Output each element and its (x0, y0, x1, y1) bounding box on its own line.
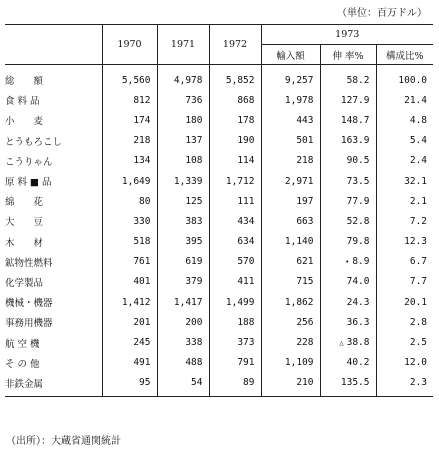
import-value (261, 272, 320, 292)
share-text: 2.8 (409, 316, 428, 328)
value-1972-text: 190 (237, 135, 255, 147)
share-text: 20.1 (404, 296, 428, 308)
value-1970-text: 761 (133, 256, 151, 268)
share (376, 353, 433, 373)
share (376, 312, 433, 332)
growth-rate-text: 127.9 (340, 94, 370, 106)
row-label-text: 食 料 品 (5, 96, 40, 108)
value-1972 (209, 211, 261, 231)
col-header-share: 構成比% (376, 45, 433, 65)
share (376, 151, 433, 171)
growth-rate-text: 36.3 (346, 316, 370, 328)
table-body (5, 65, 433, 397)
import-table (5, 24, 433, 397)
table-row (5, 131, 433, 151)
col-header-import: 輸入額 (261, 45, 320, 65)
value-1971-text: 54 (191, 377, 203, 389)
value-1970-text: 401 (133, 276, 151, 288)
table-row (5, 211, 433, 231)
value-1972-text: 188 (237, 316, 255, 328)
share (376, 171, 433, 191)
growth-rate (320, 151, 376, 171)
import-value (261, 353, 320, 373)
growth-rate-text: 135.5 (340, 377, 370, 389)
col-header-growth: 伸 率% (320, 45, 376, 65)
value-1970-text: 812 (133, 94, 151, 106)
value-1971-text: 338 (185, 337, 203, 349)
share-text: 21.4 (404, 94, 428, 106)
value-1970-text: 518 (133, 236, 151, 248)
import-value (261, 171, 320, 191)
row-label (5, 110, 102, 130)
value-1971 (157, 252, 209, 272)
share (376, 232, 433, 252)
value-1970-text: 95 (139, 377, 151, 389)
value-1971-text: 488 (185, 357, 203, 369)
value-1970 (102, 232, 157, 252)
import-value-text: 218 (296, 155, 314, 167)
value-1971-text: 108 (185, 155, 203, 167)
import-value (261, 292, 320, 312)
table-row (5, 171, 433, 191)
growth-rate-text: 90.5 (346, 155, 370, 167)
value-1971 (157, 232, 209, 252)
value-1972-text: 868 (237, 94, 255, 106)
change-mark: △ (339, 339, 344, 348)
value-1971-text: 383 (185, 215, 203, 227)
growth-rate (320, 90, 376, 110)
value-1970 (102, 272, 157, 292)
growth-rate (320, 110, 376, 130)
row-label (5, 373, 102, 397)
row-label-text: 非鉄金属 (5, 378, 44, 390)
value-1971-text: 180 (185, 114, 203, 126)
change-mark: • (345, 258, 350, 267)
growth-rate (320, 232, 376, 252)
row-label (5, 65, 102, 91)
col-header-1970: 1970 (102, 25, 157, 65)
value-1971-text: 379 (185, 276, 203, 288)
growth-rate-text: 8.9 (352, 256, 370, 268)
value-1971-text: 1,417 (173, 296, 203, 308)
value-1971 (157, 211, 209, 231)
share-text: 12.3 (404, 236, 428, 248)
row-label-text: 総 額 (5, 76, 44, 88)
row-label-text: 原 料 ■ 品 (5, 177, 52, 189)
import-value-text: 9,257 (284, 74, 314, 86)
growth-rate-text: 148.7 (340, 114, 370, 126)
import-value-text: 256 (296, 316, 314, 328)
value-1971 (157, 312, 209, 332)
value-1972 (209, 65, 261, 91)
value-1970 (102, 332, 157, 352)
growth-rate-text: 52.8 (346, 215, 370, 227)
value-1970 (102, 65, 157, 91)
growth-rate-text: 74.0 (346, 276, 370, 288)
share (376, 110, 433, 130)
value-1972 (209, 292, 261, 312)
import-value-text: 443 (296, 114, 314, 126)
import-value (261, 252, 320, 272)
row-label-text: そ の 他 (5, 358, 40, 370)
table-row (5, 191, 433, 211)
row-label (5, 332, 102, 352)
table-row (5, 312, 433, 332)
row-label (5, 171, 102, 191)
import-value-text: 715 (296, 276, 314, 288)
share (376, 211, 433, 231)
value-1970 (102, 151, 157, 171)
share (376, 373, 433, 397)
row-label (5, 312, 102, 332)
value-1972-text: 111 (237, 195, 255, 207)
import-value (261, 312, 320, 332)
value-1970 (102, 211, 157, 231)
row-label (5, 151, 102, 171)
value-1971 (157, 90, 209, 110)
value-1971-text: 137 (185, 135, 203, 147)
value-1972 (209, 232, 261, 252)
share-text: 32.1 (404, 175, 428, 187)
value-1971 (157, 131, 209, 151)
value-1970 (102, 191, 157, 211)
value-1970-text: 1,649 (121, 175, 151, 187)
value-1972-text: 114 (237, 155, 255, 167)
growth-rate-text: 58.2 (346, 74, 370, 86)
value-1970 (102, 373, 157, 397)
value-1971-text: 1,339 (173, 175, 203, 187)
value-1970 (102, 312, 157, 332)
value-1971-text: 200 (185, 316, 203, 328)
row-label (5, 353, 102, 373)
import-value-text: 228 (296, 337, 314, 349)
value-1970-text: 174 (133, 114, 151, 126)
value-1971 (157, 272, 209, 292)
import-value-text: 1,862 (284, 296, 314, 308)
import-value (261, 131, 320, 151)
row-label-text: 航 空 機 (5, 338, 40, 350)
share (376, 191, 433, 211)
share (376, 90, 433, 110)
value-1972-text: 634 (237, 236, 255, 248)
import-value-text: 1,978 (284, 94, 314, 106)
row-label-text: 機械・機器 (5, 298, 53, 310)
value-1970-text: 245 (133, 337, 151, 349)
value-1970-text: 1,412 (121, 296, 151, 308)
value-1971-text: 395 (185, 236, 203, 248)
value-1972-text: 411 (237, 276, 255, 288)
import-value-text: 501 (296, 135, 314, 147)
value-1970 (102, 353, 157, 373)
col-header-1971: 1971 (157, 25, 209, 65)
share (376, 272, 433, 292)
value-1972-text: 5,852 (225, 74, 255, 86)
growth-rate (320, 191, 376, 211)
table-row (5, 272, 433, 292)
value-1971-text: 4,978 (173, 74, 203, 86)
import-value-text: 621 (296, 256, 314, 268)
value-1972 (209, 110, 261, 130)
growth-rate (320, 292, 376, 312)
value-1970 (102, 90, 157, 110)
value-1972 (209, 373, 261, 397)
value-1970 (102, 252, 157, 272)
value-1971-text: 619 (185, 256, 203, 268)
growth-rate (320, 373, 376, 397)
growth-rate (320, 252, 376, 272)
import-value (261, 232, 320, 252)
value-1972-text: 1,712 (225, 175, 255, 187)
growth-rate-text: 73.5 (346, 175, 370, 187)
row-label (5, 191, 102, 211)
row-label-text: こうりゃん (5, 156, 53, 168)
import-value (261, 90, 320, 110)
import-value-text: 663 (296, 215, 314, 227)
growth-rate (320, 171, 376, 191)
value-1970-text: 330 (133, 215, 151, 227)
share (376, 252, 433, 272)
value-1971-text: 736 (185, 94, 203, 106)
growth-rate (320, 211, 376, 231)
value-1971 (157, 171, 209, 191)
value-1970-text: 80 (139, 195, 151, 207)
value-1972 (209, 353, 261, 373)
value-1972 (209, 171, 261, 191)
value-1972 (209, 332, 261, 352)
share-text: 12.0 (404, 357, 428, 369)
value-1970 (102, 292, 157, 312)
source-note: （出所）：大蔵省通関統計 (6, 436, 121, 447)
value-1972 (209, 252, 261, 272)
share-text: 2.1 (409, 195, 428, 207)
value-1972-text: 791 (237, 357, 255, 369)
row-label-text: 化学製品 (5, 277, 44, 289)
import-value-text: 1,109 (284, 357, 314, 369)
import-value (261, 65, 320, 91)
share-text: 7.7 (409, 276, 428, 288)
row-label-text: とうもろこし (5, 136, 63, 148)
growth-rate (320, 272, 376, 292)
row-label (5, 131, 102, 151)
share-text: 2.5 (409, 337, 428, 349)
value-1972-text: 89 (243, 377, 255, 389)
growth-rate-text: 24.3 (346, 296, 370, 308)
value-1971 (157, 110, 209, 130)
table-row (5, 90, 433, 110)
value-1971 (157, 332, 209, 352)
growth-rate-text: 77.9 (346, 195, 370, 207)
unit-label: （単位：百万ドル） (337, 8, 427, 19)
table-row (5, 373, 433, 397)
table-row (5, 65, 433, 91)
value-1970 (102, 131, 157, 151)
row-label (5, 272, 102, 292)
import-value-text: 197 (296, 195, 314, 207)
row-label-text: 鉱物性燃料 (5, 257, 53, 269)
share-text: 6.7 (409, 256, 428, 268)
share-text: 2.4 (409, 155, 428, 167)
value-1970 (102, 171, 157, 191)
row-label-text: 小 麦 (5, 116, 44, 128)
col-header-1972: 1972 (209, 25, 261, 65)
import-value-text: 210 (296, 377, 314, 389)
import-value (261, 110, 320, 130)
growth-rate (320, 332, 376, 352)
value-1971 (157, 151, 209, 171)
growth-rate-text: 163.9 (340, 135, 370, 147)
share-text: 100.0 (398, 74, 428, 86)
value-1972 (209, 312, 261, 332)
row-label (5, 292, 102, 312)
row-label (5, 252, 102, 272)
growth-rate (320, 65, 376, 91)
value-1970 (102, 110, 157, 130)
value-1972 (209, 90, 261, 110)
growth-rate (320, 131, 376, 151)
value-1971 (157, 191, 209, 211)
import-value (261, 211, 320, 231)
value-1972-text: 434 (237, 215, 255, 227)
table-row (5, 252, 433, 272)
growth-rate (320, 353, 376, 373)
value-1971 (157, 292, 209, 312)
share (376, 65, 433, 91)
header-corner (5, 25, 102, 65)
value-1970-text: 5,560 (121, 74, 151, 86)
value-1970-text: 201 (133, 316, 151, 328)
share (376, 332, 433, 352)
import-value (261, 191, 320, 211)
import-value (261, 151, 320, 171)
import-value (261, 373, 320, 397)
col-header-1973: 1973 (261, 25, 433, 45)
row-label (5, 90, 102, 110)
share-text: 5.4 (409, 135, 428, 147)
row-label (5, 211, 102, 231)
growth-rate-text: 38.8 (346, 337, 370, 349)
growth-rate-text: 40.2 (346, 357, 370, 369)
value-1972-text: 178 (237, 114, 255, 126)
share (376, 131, 433, 151)
table-row (5, 232, 433, 252)
value-1972 (209, 131, 261, 151)
value-1972-text: 1,499 (225, 296, 255, 308)
row-label (5, 232, 102, 252)
table-row (5, 353, 433, 373)
value-1971-text: 125 (185, 195, 203, 207)
row-label-text: 大 豆 (5, 217, 44, 229)
value-1971 (157, 353, 209, 373)
share-text: 2.3 (409, 377, 428, 389)
value-1971 (157, 65, 209, 91)
import-value-text: 2,971 (284, 175, 314, 187)
share (376, 292, 433, 312)
row-label-text: 事務用機器 (5, 318, 53, 330)
share-text: 4.8 (409, 114, 428, 126)
row-label-text: 綿 花 (5, 197, 44, 209)
import-value (261, 332, 320, 352)
value-1970-text: 491 (133, 357, 151, 369)
value-1972 (209, 151, 261, 171)
import-value-text: 1,140 (284, 236, 314, 248)
table-row (5, 292, 433, 312)
share-text: 7.2 (409, 215, 428, 227)
table-row (5, 110, 433, 130)
value-1971 (157, 373, 209, 397)
table-row (5, 332, 433, 352)
table-row (5, 151, 433, 171)
value-1972-text: 570 (237, 256, 255, 268)
value-1972 (209, 272, 261, 292)
value-1970-text: 134 (133, 155, 151, 167)
row-label-text: 木 材 (5, 237, 44, 249)
value-1972-text: 373 (237, 337, 255, 349)
growth-rate (320, 312, 376, 332)
value-1972 (209, 191, 261, 211)
growth-rate-text: 79.8 (346, 236, 370, 248)
value-1970-text: 218 (133, 135, 151, 147)
